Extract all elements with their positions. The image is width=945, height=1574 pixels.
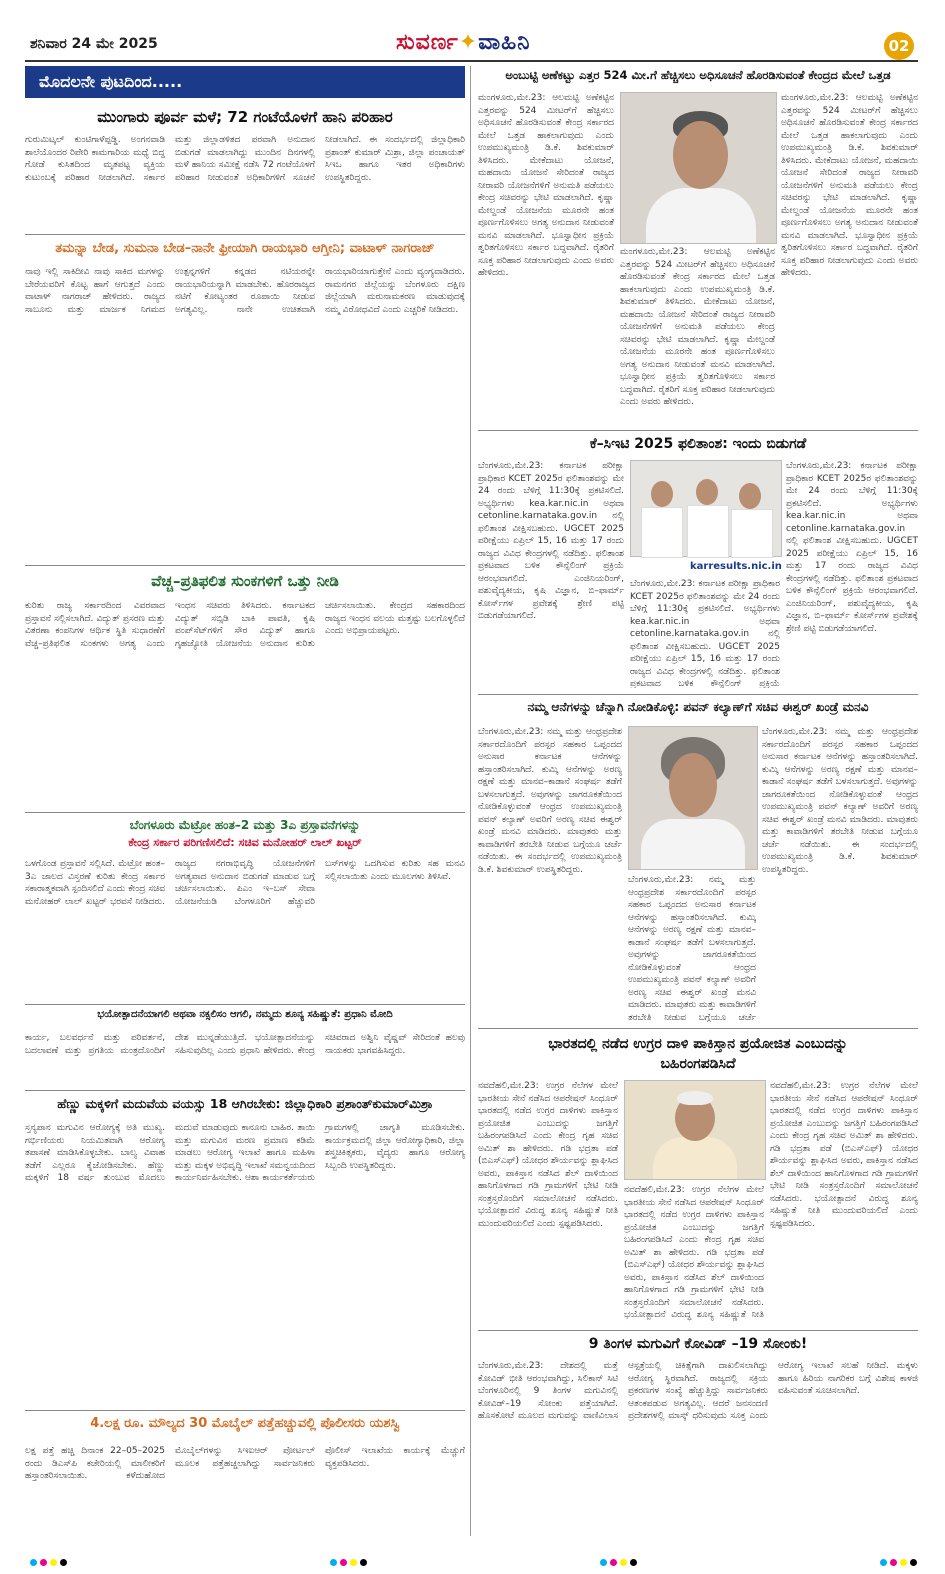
article-body: ಸ್ತನ್ಯಪಾನ ಮಗುವಿನ ಆರೋಗ್ಯಕ್ಕೆ ಅತಿ ಮುಖ್ಯ. ಗರ್ಭಿಣಿಯರು ನಿಯಮಿತವಾಗಿ ಆರೋಗ್ಯ ತಪಾಸಣೆ ಮಾಡಿಸಿಕೊಳ್ಳಬೇಕು. ಬಾಲ್ಯ ವಿವಾಹ ತಡೆಗೆ ಎಲ್ಲರೂ ಕೈಜೋಡಿಸಬೇಕು. ಹೆಣ್ಣು ಮಕ್ಕಳಿಗೆ 18 ವರ್ಷ ತುಂಬುವ ಮೊದಲು ಮದುವೆ ಮಾಡುವುದು ಕಾನೂನು ಬಾಹಿರ. ತಾಯಿ ಮತ್ತು ಮಗುವಿನ ಮರಣ ಪ್ರಮಾಣ ಕಡಿಮೆ ಮಾಡಲು ಆರೋಗ್ಯ ಇಲಾಖೆ ಹಾಗೂ ಮಹಿಳಾ ಮತ್ತು ಮಕ್ಕಳ ಅಭಿವೃದ್ಧಿ ಇಲಾಖೆ ಸಮನ್ವಯದಿಂದ ಕಾರ್ಯನಿರ್ವಹಿಸಬೇಕು. ಆಶಾ ಕಾರ್ಯಕರ್ತೆಯರು ಗ್ರಾಮಗಳಲ್ಲಿ ಜಾಗೃತಿ ಮೂಡಿಸಬೇಕು. ಕಾರ್ಯಕ್ರಮದಲ್ಲಿ ಜಿಲ್ಲಾ ಆರೋಗ್ಯಾಧಿಕಾರಿ, ಜಿಲ್ಲಾ ಶಸ್ತ್ರಚಿಕಿತ್ಸಕರು, ವೈದ್ಯರು ಹಾಗೂ ಆರೋಗ್ಯ ಸಿಬ್ಬಂದಿ ಉಪಸ್ಥಿತರಿದ್ದರು. (25, 1123, 465, 1183)
article-body: ಬೆಂಗಳೂರು,ಮೇ.23: ದೇಶದಲ್ಲಿ ಮತ್ತೆ ಕೋವಿಡ್ ಭೀತಿ ಆರಂಭವಾಗಿದ್ದು, ಸಿಲಿಕಾನ್ ಸಿಟಿ ಬೆಂಗಳೂರಿನಲ್ಲಿ 9 ತಿಂಗಳ ಮಗುವಿನಲ್ಲಿ ಕೋವಿಡ್–19 ಸೋಂಕು ಪತ್ತೆಯಾಗಿದೆ. ಹೊಸಕೋಟೆ ಮೂಲದ ಮಗುವನ್ನು ವಾಣಿವಿಲಾಸ ಆಸ್ಪತ್ರೆಯಲ್ಲಿ ಚಿಕಿತ್ಸೆಗಾಗಿ ದಾಖಲಿಸಲಾಗಿದ್ದು ಆರೋಗ್ಯ ಸ್ಥಿರವಾಗಿದೆ. ರಾಜ್ಯದಲ್ಲಿ ಸಕ್ರಿಯ ಪ್ರಕರಣಗಳ ಸಂಖ್ಯೆ ಹೆಚ್ಚುತ್ತಿದ್ದು ಸಾರ್ವಜನಿಕರು ಆತಂಕಪಡುವ ಅಗತ್ಯವಿಲ್ಲ. ಆದರೆ ಜನಸಂದಣಿ ಪ್ರದೇಶಗಳಲ್ಲಿ ಮಾಸ್ಕ್ ಧರಿಸುವುದು ಸೂಕ್ತ ಎಂದು ಆರೋಗ್ಯ ಇಲಾಖೆ ಸಲಹೆ ನೀಡಿದೆ. ಮಕ್ಕಳು ಹಾಗೂ ಹಿರಿಯ ನಾಗರಿಕರ ಬಗ್ಗೆ ವಿಶೇಷ ಕಾಳಜಿ ವಹಿಸುವಂತೆ ಸೂಚಿಸಲಾಗಿದೆ. (478, 1361, 918, 1421)
article-elephants (478, 700, 918, 715)
magenta-dot-icon (610, 1559, 617, 1566)
divider (25, 234, 465, 235)
article-body-right: ಬೆಂಗಳೂರು,ಮೇ.23: ಕರ್ನಾಟಕ ಪರೀಕ್ಷಾ ಪ್ರಾಧಿಕಾರ KCET 2025ರ ಫಲಿತಾಂಶವನ್ನು ಮೇ 24 ರಂದು ಬೆಳಿಗ್ಗೆ 11:30ಕ್ಕೆ ಪ್ರಕಟಿಸಲಿದೆ. ಅಭ್ಯರ್ಥಿಗಳು kea.kar.nic.in ಅಥವಾ cetonline.karnataka.gov.in ನಲ್ಲಿ ಫಲಿತಾಂಶ ವೀಕ್ಷಿಸಬಹುದು. UGCET 2025 ಪರೀಕ್ಷೆಯು ಏಪ್ರಿಲ್ 15, 16 ಮತ್ತು 17 ರಂದು ರಾಜ್ಯದ ವಿವಿಧ ಕೇಂದ್ರಗಳಲ್ಲಿ ನಡೆದಿತ್ತು. ಫಲಿತಾಂಶ ಪ್ರಕಟವಾದ ಬಳಿಕ ಕೌನ್ಸೆಲಿಂಗ್ ಪ್ರಕ್ರಿಯೆ ಆರಂಭವಾಗಲಿದೆ. ಎಂಜಿನಿಯರಿಂಗ್, ಪಶುವೈದ್ಯಕೀಯ, ಕೃಷಿ ವಿಜ್ಞಾನ, ಬಿ–ಫಾರ್ಮ್ ಕೋರ್ಸ್‌ಗಳ ಪ್ರವೇಶಕ್ಕೆ ಶ್ರೇಣಿ ಪಟ್ಟಿ ಬಿಡುಗಡೆಯಾಗಲಿದೆ. (786, 461, 918, 634)
subheadline: ಕೇಂದ್ರ ಸರ್ಕಾರ ಪರಿಗಣಿಸಲಿದೆ: ಸಚಿವ ಮನೋಹರ್ ಲಾಲ್ ಖಟ್ಟರ್ (128, 836, 362, 849)
article-covid-infant (478, 1336, 918, 1536)
divider (25, 565, 465, 566)
divider (478, 694, 918, 695)
article-body-bottom: ಬೆಂಗಳೂರು,ಮೇ.23: ಕರ್ನಾಟಕ ಪರೀಕ್ಷಾ ಪ್ರಾಧಿಕಾರ KCET 2025ರ ಫಲಿತಾಂಶವನ್ನು ಮೇ 24 ರಂದು ಬೆಳಿಗ್ಗೆ 11:30ಕ್ಕೆ ಪ್ರಕಟಿಸಲಿದೆ. ಅಭ್ಯರ್ಥಿಗಳು kea.kar.nic.in ಅಥವಾ cetonline.karnataka.gov.in ನಲ್ಲಿ ಫಲಿತಾಂಶ ವೀಕ್ಷಿಸಬಹುದು. UGCET 2025 ಪರೀಕ್ಷೆಯು ಏಪ್ರಿಲ್ 15, 16 ಮತ್ತು 17 ರಂದು ರಾಜ್ಯದ ವಿವಿಧ ಕೇಂದ್ರಗಳಲ್ಲಿ ನಡೆದಿತ್ತು. ಫಲಿತಾಂಶ ಪ್ರಕಟವಾದ ಬಳಿಕ ಕೌನ್ಸೆಲಿಂಗ್ ಪ್ರಕ್ರಿಯೆ (630, 579, 780, 688)
print-registration-marks (0, 1552, 945, 1574)
headline: ಅಂಬುಟ್ಟಿ ಅಣೆಕಟ್ಟು ಎತ್ತರ 524 ಮೀ.ಗೆ ಹೆಚ್ಚಿಸಲು ಅಧಿಸೂಚನೆ ಹೊರಡಿಸುವಂತೆ ಕೇಂದ್ರದ ಮೇಲೆ ಒತ್ತಡ (505, 68, 891, 82)
article-monsoon-relief (25, 108, 465, 244)
headline: 9 ತಿಂಗಳ ಮಗುವಿಗೆ ಕೋವಿಡ್ –19 ಸೋಂಕು! (588, 1336, 808, 1352)
article-body: ಕುರಿತು ರಾಜ್ಯ ಸರ್ಕಾರದಿಂದ ವಿವರವಾದ ಪ್ರಸ್ತಾವನೆ ಸಲ್ಲಿಸಲಾಗಿದೆ. ವಿದ್ಯುತ್ ಪ್ರಸರಣ ಮತ್ತು ವಿತರಣಾ ಕಂಪನಿಗಳ ಆರ್ಥಿಕ ಸ್ಥಿತಿ ಸುಧಾರಣೆಗೆ ವೆಚ್ಚ–ಪ್ರತಿಫಲಿತ ಸುಂಕಗಳು ಅಗತ್ಯ ಎಂದು ಇಂಧನ ಸಚಿವರು ತಿಳಿಸಿದರು. ಕರ್ನಾಟಕದ ವಿದ್ಯುತ್ ಸಬ್ಸಿಡಿ ಬಾಕಿ ಪಾವತಿ, ಕೃಷಿ ಪಂಪ್‌ಸೆಟ್‌ಗಳಿಗೆ ಸೌರ ವಿದ್ಯುತ್ ಹಾಗೂ ಗೃಹಜ್ಯೋತಿ ಯೋಜನೆಯ ಅನುದಾನ ಕುರಿತು ಚರ್ಚಿಸಲಾಯಿತು. ಕೇಂದ್ರದ ಸಹಕಾರದಿಂದ ರಾಜ್ಯದ ಇಂಧನ ವಲಯ ಮತ್ತಷ್ಟು ಬಲಗೊಳ್ಳಲಿದೆ ಎಂದು ಅಭಿಪ್ರಾಯಪಟ್ಟರು. (25, 601, 465, 649)
article-body: ನಾವು ಇಲ್ಲಿ ಸಾಕಿದೀವಿ ನಾವು ಸಾಕಿದ ಮಗಳನ್ನು ಬೇರೆಯವರಿಗೆ ಕೊಟ್ಟ ಹಾಗೆ ಆಗುತ್ತದೆ ಎಂದು ವಾಟಾಳ್ ನಾಗರಾಜ್ ಹೇಳಿದರು. ರಾಜ್ಯದ ಸಾಬೂನು ಮತ್ತು ಮಾರ್ಜಕ ನಿಗಮದ ಉತ್ಪನ್ನಗಳಿಗೆ ಕನ್ನಡದ ನಟಿಯರನ್ನೇ ರಾಯಭಾರಿಯನ್ನಾಗಿ ಮಾಡಬೇಕು. ಹೊರರಾಜ್ಯದ ನಟಿಗೆ ಕೋಟ್ಯಂತರ ರೂಪಾಯಿ ನೀಡುವ ಅಗತ್ಯವಿಲ್ಲ. ನಾನೇ ಉಚಿತವಾಗಿ ರಾಯಭಾರಿಯಾಗುತ್ತೇನೆ ಎಂದು ವ್ಯಂಗ್ಯವಾಡಿದರು. ರಾಮನಗರ ಜಿಲ್ಲೆಯನ್ನು ಬೆಂಗಳೂರು ದಕ್ಷಿಣ ಜಿಲ್ಲೆಯಾಗಿ ಮರುನಾಮಕರಣ ಮಾಡುವುದಕ್ಕೆ ನಮ್ಮ ವಿರೋಧವಿದೆ ಎಂದು ಎಚ್ಚರಿಕೆ ನೀಡಿದರು. (25, 267, 465, 315)
article-body: ಗುರುಮಿಟ್ಕಲ್ ಕುಂಟಿಗಾಳೆಪ್ಪಡ್ಡಿ. ಅಂಗನವಾಡಿ ಶಾಲೆಯೊಂದರ ರಿಪೇರಿ ಕಾಮಗಾರಿಯ ಮಧ್ಯೆ ಬಿದ್ದ ಗೋಡೆ ಕುಸಿತದಿಂದ ಮೃತಪಟ್ಟ ವ್ಯಕ್ತಿಯ ಕುಟುಂಬಕ್ಕೆ ಪರಿಹಾರ ನೀಡಲಾಗಿದೆ. ಸರ್ಕಾರ ಮತ್ತು ಜಿಲ್ಲಾಡಳಿತದ ಪರವಾಗಿ ಅನುದಾನ ಬಿಡುಗಡೆ ಮಾಡಲಾಗಿದ್ದು ಮುಂದಿನ ದಿನಗಳಲ್ಲಿ ಮಳೆ ಹಾನಿಯ ಸಮೀಕ್ಷೆ ನಡೆಸಿ 72 ಗಂಟೆಯೊಳಗೆ ಪರಿಹಾರ ನೀಡುವಂತೆ ಅಧಿಕಾರಿಗಳಿಗೆ ಸೂಚನೆ ನೀಡಲಾಗಿದೆ. ಈ ಸಂದರ್ಭದಲ್ಲಿ ಜಿಲ್ಲಾಧಿಕಾರಿ ಪ್ರಶಾಂತ್ ಕುಮಾರ್ ಮಿಶ್ರಾ, ಜಿಲ್ಲಾ ಪಂಚಾಯತ್ ಸಿಇಒ ಹಾಗೂ ಇತರ ಅಧಿಕಾರಿಗಳು ಉಪಸ್ಥಿತರಿದ್ದರು. (25, 135, 465, 183)
headline: ಭಯೋತ್ಪಾದನೆಯಾಗಲಿ ಅಥವಾ ನಕ್ಸಲಿಸಂ ಆಗಲಿ, ನಮ್ಮದು ಶೂನ್ಯ ಸಹಿಷ್ಣುತೆ: ಪ್ರಧಾನಿ ಮೋದಿ (97, 1009, 393, 1020)
headline: 4.ಲಕ್ಷ ರೂ. ಮೌಲ್ಯದ 30 ಮೊಬೈಲ್ ಪತ್ತೆಹಚ್ಚುವಲ್ಲಿ ಪೊಲೀಸರು ಯಶಸ್ವಿ (90, 1416, 400, 1431)
magenta-dot-icon (890, 1559, 897, 1566)
headline: ಕೆ–ಸಿಇಟಿ 2025 ಫಲಿತಾಂಶ: ಇಂದು ಬಿಡುಗಡೆ (589, 436, 807, 452)
issue-date: ಶನಿವಾರ 24 ಮೇ 2025 (30, 36, 158, 52)
black-dot-icon (630, 1559, 637, 1566)
headline: ವೆಚ್ಚ–ಪ್ರತಿಫಲಿತ ಸುಂಕಗಳಿಗೆ ಒತ್ತು ನೀಡಿ (151, 572, 339, 590)
magenta-dot-icon (40, 1559, 47, 1566)
divider (478, 1028, 918, 1029)
divider (478, 1330, 918, 1331)
logo-separator-icon: ✦ (458, 30, 479, 55)
article-body-left: ಬೆಂಗಳೂರು,ಮೇ.23: ಕರ್ನಾಟಕ ಪರೀಕ್ಷಾ ಪ್ರಾಧಿಕಾರ KCET 2025ರ ಫಲಿತಾಂಶವನ್ನು ಮೇ 24 ರಂದು ಬೆಳಿಗ್ಗೆ 11:30ಕ್ಕೆ ಪ್ರಕಟಿಸಲಿದೆ. ಅಭ್ಯರ್ಥಿಗಳು kea.kar.nic.in ಅಥವಾ cetonline.karnataka.gov.in ನಲ್ಲಿ ಫಲಿತಾಂಶ ವೀಕ್ಷಿಸಬಹುದು. UGCET 2025 ಪರೀಕ್ಷೆಯು ಏಪ್ರಿಲ್ 15, 16 ಮತ್ತು 17 ರಂದು ರಾಜ್ಯದ ವಿವಿಧ ಕೇಂದ್ರಗಳಲ್ಲಿ ನಡೆದಿತ್ತು. ಫಲಿತಾಂಶ ಪ್ರಕಟವಾದ ಬಳಿಕ ಕೌನ್ಸೆಲಿಂಗ್ ಪ್ರಕ್ರಿಯೆ ಆರಂಭವಾಗಲಿದೆ. ಎಂಜಿನಿಯರಿಂಗ್, ಪಶುವೈದ್ಯಕೀಯ, ಕೃಷಿ ವಿಜ್ಞಾನ, ಬಿ–ಫಾರ್ಮ್ ಕೋರ್ಸ್‌ಗಳ ಪ್ರವೇಶಕ್ಕೆ ಶ್ರೇಣಿ ಪಟ್ಟಿ ಬಿಡುಗಡೆಯಾಗಲಿದೆ. (478, 461, 624, 621)
cyan-dot-icon (30, 1559, 37, 1566)
headline: ನಮ್ಮ ಆನೆಗಳನ್ನು ಚೆನ್ನಾಗಿ ನೋಡಿಕೊಳ್ಳಿ: ಪವನ್ ಕಲ್ಯಾಣ್‌ಗೆ ಸಚಿವ ಈಶ್ವರ್ ಖಂಡ್ರೆ ಮನವಿ (527, 700, 869, 714)
yellow-dot-icon (620, 1559, 627, 1566)
headline: ಬೆಂಗಳೂರು ಮೆಟ್ರೋ ಹಂತ–2 ಮತ್ತು 3ಎ ಪ್ರಸ್ತಾವನೆಗಳನ್ನು (129, 818, 361, 832)
article-body-right: ನವದೆಹಲಿ,ಮೇ.23: ಉಗ್ರರ ನೆಲೆಗಳ ಮೇಲೆ ಭಾರತೀಯ ಸೇನೆ ನಡೆಸಿದ ಆಪರೇಷನ್ ಸಿಂಧೂರ್ ಭಾರತದಲ್ಲಿ ನಡೆದ ಉಗ್ರರ ದಾಳಿಗಳು ಪಾಕಿಸ್ತಾನ ಪ್ರಯೋಜಿತ ಎಂಬುದನ್ನು ಜಗತ್ತಿಗೆ ಬಹಿರಂಗಪಡಿಸಿದೆ ಎಂದು ಕೇಂದ್ರ ಗೃಹ ಸಚಿವ ಅಮಿತ್ ಶಾ ಹೇಳಿದರು. ಗಡಿ ಭದ್ರತಾ ಪಡೆ (ಬಿಎಸ್‌ಎಫ್) ಯೋಧರ ಶೌರ್ಯವನ್ನು ಶ್ಲಾಘಿಸಿದ ಅವರು, ಪಾಕಿಸ್ತಾನ ನಡೆಸಿದ ಶೆಲ್ ದಾಳಿಯಿಂದ ಹಾನಿಗೊಳಗಾದ ಗಡಿ ಗ್ರಾಮಗಳಿಗೆ ಭೇಟಿ ನೀಡಿ ಸಂತ್ರಸ್ತರೊಂದಿಗೆ ಸಮಾಲೋಚನೆ ನಡೆಸಿದರು. ಭಯೋತ್ಪಾದನೆ ವಿರುದ್ಧ ಶೂನ್ಯ ಸಹಿಷ್ಣುತೆ ನೀತಿ ಮುಂದುವರಿಯಲಿದೆ ಎಂದು ಸ್ಪಷ್ಟಪಡಿಸಿದರು. (770, 1081, 918, 1229)
article-kcet-result (478, 436, 918, 452)
article-pm-modi (25, 1009, 465, 1080)
magenta-dot-icon (340, 1559, 347, 1566)
divider (25, 1090, 465, 1091)
logo-left: ಸುವರ್ಣ (396, 30, 459, 55)
masthead (0, 0, 945, 62)
article-body-right: ಮಂಗಳೂರು,ಮೇ.23: ಆಲಮಟ್ಟಿ ಅಣೆಕಟ್ಟಿನ ಎತ್ತರವನ್ನು 524 ಮೀಟರ್‌ಗೆ ಹೆಚ್ಚಿಸಲು ಅಧಿಸೂಚನೆ ಹೊರಡಿಸುವಂತೆ ಕೇಂದ್ರ ಸರ್ಕಾರದ ಮೇಲೆ ಒತ್ತಡ ಹಾಕಲಾಗುವುದು ಎಂದು ಉಪಮುಖ್ಯಮಂತ್ರಿ ಡಿ.ಕೆ. ಶಿವಕುಮಾರ್ ತಿಳಿಸಿದರು. ಮೇಕೆದಾಟು ಯೋಜನೆ, ಮಹದಾಯಿ ಯೋಜನೆ ಸೇರಿದಂತೆ ರಾಜ್ಯದ ನೀರಾವರಿ ಯೋಜನೆಗಳಿಗೆ ಅನುಮತಿ ಪಡೆಯಲು ಕೇಂದ್ರ ಸಚಿವರನ್ನು ಭೇಟಿ ಮಾಡಲಾಗಿದೆ. ಕೃಷ್ಣಾ ಮೇಲ್ದಂಡೆ ಯೋಜನೆಯ ಮೂರನೇ ಹಂತ ಪೂರ್ಣಗೊಳಿಸಲು ಅಗತ್ಯ ಅನುದಾನ ನೀಡುವಂತೆ ಮನವಿ ಮಾಡಲಾಗಿದೆ. ಭೂಸ್ವಾಧೀನ ಪ್ರಕ್ರಿಯೆ ತ್ವರಿತಗೊಳಿಸಲು ಸರ್ಕಾರ ಬದ್ಧವಾಗಿದೆ. ರೈತರಿಗೆ ಸೂಕ್ತ ಪರಿಹಾರ ನೀಡಲಾಗುವುದು ಎಂದು ಅವರು ಹೇಳಿದರು. (781, 93, 918, 278)
headline: ಭಾರತದಲ್ಲಿ ನಡೆದ ಉಗ್ರರ ದಾಳಿ ಪಾಕಿಸ್ತಾನ ಪ್ರಯೋಜಿತ ಎಂಬುದನ್ನು ಬಹಿರಂಗಪಡಿಸಿದೆ (548, 1036, 848, 1072)
divider (25, 1410, 465, 1411)
article-pakistan-terror (478, 1034, 918, 1074)
article-marriage-age (25, 1096, 465, 1412)
article-body-left: ಮಂಗಳೂರು,ಮೇ.23: ಆಲಮಟ್ಟಿ ಅಣೆಕಟ್ಟಿನ ಎತ್ತರವನ್ನು 524 ಮೀಟರ್‌ಗೆ ಹೆಚ್ಚಿಸಲು ಅಧಿಸೂಚನೆ ಹೊರಡಿಸುವಂತೆ ಕೇಂದ್ರ ಸರ್ಕಾರದ ಮೇಲೆ ಒತ್ತಡ ಹಾಕಲಾಗುವುದು ಎಂದು ಉಪಮುಖ್ಯಮಂತ್ರಿ ಡಿ.ಕೆ. ಶಿವಕುಮಾರ್ ತಿಳಿಸಿದರು. ಮೇಕೆದಾಟು ಯೋಜನೆ, ಮಹದಾಯಿ ಯೋಜನೆ ಸೇರಿದಂತೆ ರಾಜ್ಯದ ನೀರಾವರಿ ಯೋಜನೆಗಳಿಗೆ ಅನುಮತಿ ಪಡೆಯಲು ಕೇಂದ್ರ ಸಚಿವರನ್ನು ಭೇಟಿ ಮಾಡಲಾಗಿದೆ. ಕೃಷ್ಣಾ ಮೇಲ್ದಂಡೆ ಯೋಜನೆಯ ಮೂರನೇ ಹಂತ ಪೂರ್ಣಗೊಳಿಸಲು ಅಗತ್ಯ ಅನುದಾನ ನೀಡುವಂತೆ ಮನವಿ ಮಾಡಲಾಗಿದೆ. ಭೂಸ್ವಾಧೀನ ಪ್ರಕ್ರಿಯೆ ತ್ವರಿತಗೊಳಿಸಲು ಸರ್ಕಾರ ಬದ್ಧವಾಗಿದೆ. ರೈತರಿಗೆ ಸೂಕ್ತ ಪರಿಹಾರ ನೀಡಲಾಗುವುದು ಎಂದು ಅವರು ಹೇಳಿದರು. (478, 93, 614, 278)
black-dot-icon (360, 1559, 367, 1566)
yellow-dot-icon (900, 1559, 907, 1566)
cyan-dot-icon (880, 1559, 887, 1566)
article-almatti-dam (478, 68, 918, 83)
section-banner (25, 66, 465, 98)
section-label: ಮೊದಲನೇ ಪುಟದಿಂದ..... (39, 72, 183, 91)
article-metro (25, 818, 465, 990)
page-number: 02 (884, 32, 914, 60)
article-body-bottom: ಮಂಗಳೂರು,ಮೇ.23: ಆಲಮಟ್ಟಿ ಅಣೆಕಟ್ಟಿನ ಎತ್ತರವನ್ನು 524 ಮೀಟರ್‌ಗೆ ಹೆಚ್ಚಿಸಲು ಅಧಿಸೂಚನೆ ಹೊರಡಿಸುವಂತೆ ಕೇಂದ್ರ ಸರ್ಕಾರದ ಮೇಲೆ ಒತ್ತಡ ಹಾಕಲಾಗುವುದು ಎಂದು ಉಪಮುಖ್ಯಮಂತ್ರಿ ಡಿ.ಕೆ. ಶಿವಕುಮಾರ್ ತಿಳಿಸಿದರು. ಮೇಕೆದಾಟು ಯೋಜನೆ, ಮಹದಾಯಿ ಯೋಜನೆ ಸೇರಿದಂತೆ ರಾಜ್ಯದ ನೀರಾವರಿ ಯೋಜನೆಗಳಿಗೆ ಅನುಮತಿ ಪಡೆಯಲು ಕೇಂದ್ರ ಸಚಿವರನ್ನು ಭೇಟಿ ಮಾಡಲಾಗಿದೆ. ಕೃಷ್ಣಾ ಮೇಲ್ದಂಡೆ ಯೋಜನೆಯ ಮೂರನೇ ಹಂತ ಪೂರ್ಣಗೊಳಿಸಲು ಅಗತ್ಯ ಅನುದಾನ ನೀಡುವಂತೆ ಮನವಿ ಮಾಡಲಾಗಿದೆ. ಭೂಸ್ವಾಧೀನ ಪ್ರಕ್ರಿಯೆ ತ್ವರಿತಗೊಳಿಸಲು ಸರ್ಕಾರ ಬದ್ಧವಾಗಿದೆ. ರೈತರಿಗೆ ಸೂಕ್ತ ಪರಿಹಾರ ನೀಡಲಾಗುವುದು ಎಂದು ಅವರು ಹೇಳಿದರು. (620, 247, 775, 407)
article-body: ಒಳಗೊಂಡ ಪ್ರಸ್ತಾವನೆ ಸಲ್ಲಿಸಿದೆ. ಮೆಟ್ರೋ ಹಂತ–3ಎ ಜಾಲದ ವಿಸ್ತರಣೆ ಕುರಿತು ಕೇಂದ್ರ ಸರ್ಕಾರ ಸಕಾರಾತ್ಮಕವಾಗಿ ಸ್ಪಂದಿಸಲಿದೆ ಎಂದು ಕೇಂದ್ರ ಸಚಿವ ಮನೋಹರ್ ಲಾಲ್ ಖಟ್ಟರ್ ಭರವಸೆ ನೀಡಿದರು. ರಾಜ್ಯದ ನಗರಾಭಿವೃದ್ಧಿ ಯೋಜನೆಗಳಿಗೆ ಅಗತ್ಯವಾದ ಅನುದಾನ ಬಿಡುಗಡೆ ಮಾಡುವ ಬಗ್ಗೆ ಚರ್ಚಿಸಲಾಯಿತು. ಪಿಎಂ ಇ–ಬಸ್ ಸೇವಾ ಯೋಜನೆಯಡಿ ಬೆಂಗಳೂರಿಗೆ ಹೆಚ್ಚುವರಿ ಬಸ್‌ಗಳನ್ನು ಒದಗಿಸುವ ಕುರಿತು ಸಹ ಮನವಿ ಸಲ್ಲಿಸಲಾಯಿತು ಎಂದು ಮೂಲಗಳು ತಿಳಿಸಿವೆ. (25, 859, 465, 907)
headline: ತಮನ್ನಾ ಬೇಡ, ಸುಮನಾ ಬೇಡ–ನಾನೇ ಫ್ರೀಯಾಗಿ ರಾಯಭಾರಿ ಆಗ್ತೀನಿ; ವಾಟಾಳ್ ನಾಗರಾಜ್ (55, 241, 435, 256)
article-body-bottom: ನವದೆಹಲಿ,ಮೇ.23: ಉಗ್ರರ ನೆಲೆಗಳ ಮೇಲೆ ಭಾರತೀಯ ಸೇನೆ ನಡೆಸಿದ ಆಪರೇಷನ್ ಸಿಂಧೂರ್ ಭಾರತದಲ್ಲಿ ನಡೆದ ಉಗ್ರರ ದಾಳಿಗಳು ಪಾಕಿಸ್ತಾನ ಪ್ರಯೋಜಿತ ಎಂಬುದನ್ನು ಜಗತ್ತಿಗೆ ಬಹಿರಂಗಪಡಿಸಿದೆ ಎಂದು ಕೇಂದ್ರ ಗೃಹ ಸಚಿವ ಅಮಿತ್ ಶಾ ಹೇಳಿದರು. ಗಡಿ ಭದ್ರತಾ ಪಡೆ (ಬಿಎಸ್‌ಎಫ್) ಯೋಧರ ಶೌರ್ಯವನ್ನು ಶ್ಲಾಘಿಸಿದ ಅವರು, ಪಾಕಿಸ್ತಾನ ನಡೆಸಿದ ಶೆಲ್ ದಾಳಿಯಿಂದ ಹಾನಿಗೊಳಗಾದ ಗಡಿ ಗ್ರಾಮಗಳಿಗೆ ಭೇಟಿ ನೀಡಿ ಸಂತ್ರಸ್ತರೊಂದಿಗೆ ಸಮಾಲೋಚನೆ ನಡೆಸಿದರು. ಭಯೋತ್ಪಾದನೆ ವಿರುದ್ಧ ಶೂನ್ಯ ಸಹಿಷ್ಣುತೆ ನೀತಿ (624, 1185, 764, 1320)
divider (478, 430, 918, 431)
article-tariffs (25, 572, 465, 800)
article-body: ಲಕ್ಷ ಪತ್ತೆ ಹಚ್ಚಿ ದಿನಾಂಕ 22–05–2025 ರಂದು ಡಿಎಸ್‌ಪಿ ಕಚೇರಿಯಲ್ಲಿ ಮಾಲೀಕರಿಗೆ ಹಸ್ತಾಂತರಿಸಲಾಯಿತು. ಕಳೆದುಹೋದ ಮೊಬೈಲ್‌ಗಳನ್ನು ಸಿಇಐಆರ್ ಪೋರ್ಟಲ್ ಮೂಲಕ ಪತ್ತೆಹಚ್ಚಲಾಗಿದ್ದು ಸಾರ್ವಜನಿಕರು ಪೊಲೀಸ್ ಇಲಾಖೆಯ ಕಾರ್ಯಕ್ಕೆ ಮೆಚ್ಚುಗೆ ವ್ಯಕ್ತಪಡಿಸಿದರು. (25, 1446, 465, 1481)
cyan-dot-icon (330, 1559, 337, 1566)
article-vatal-nagaraj (25, 240, 465, 521)
column-divider (470, 66, 471, 1536)
masthead-rule (25, 60, 918, 62)
headline: ಮುಂಗಾರು ಪೂರ್ವ ಮಳೆ; 72 ಗಂಟೆಯೊಳಗೆ ಹಾನಿ ಪರಿಹಾರ (97, 108, 393, 126)
headline: ಹೆಣ್ಣು ಮಕ್ಕಳಿಗೆ ಮದುವೆಯ ವಯಸ್ಸು 18 ಆಗಿರಬೇಕು: ಜಿಲ್ಲಾಧಿಕಾರಿ ಪ್ರಶಾಂತ್‌ಕುಮಾರ್‌ಮಿಶ್ರಾ (57, 1096, 433, 1111)
article-body-right: ಬೆಂಗಳೂರು,ಮೇ.23: ನಮ್ಮ ಮತ್ತು ಆಂಧ್ರಪ್ರದೇಶ ಸರ್ಕಾರದೊಂದಿಗೆ ಪರಸ್ಪರ ಸಹಕಾರ ಒಪ್ಪಂದದ ಅನುಸಾರ ಕರ್ನಾಟಕ ಆನೆಗಳನ್ನು ಹಸ್ತಾಂತರಿಸಲಾಗಿದೆ. ಕುಮ್ಕಿ ಆನೆಗಳನ್ನು ಅರಣ್ಯ ರಕ್ಷಣೆ ಮತ್ತು ಮಾನವ–ಕಾಡಾನೆ ಸಂಘರ್ಷ ತಡೆಗೆ ಬಳಸಲಾಗುತ್ತದೆ. ಅವುಗಳನ್ನು ಜಾಗರೂಕತೆಯಿಂದ ನೋಡಿಕೊಳ್ಳುವಂತೆ ಆಂಧ್ರದ ಉಪಮುಖ್ಯಮಂತ್ರಿ ಪವನ್ ಕಲ್ಯಾಣ್ ಅವರಿಗೆ ಅರಣ್ಯ ಸಚಿವ ಈಶ್ವರ್ ಖಂಡ್ರೆ ಮನವಿ ಮಾಡಿದರು. ಮಾವುತರು ಮತ್ತು ಕಾವಾಡಿಗಳಿಗೆ ತರಬೇತಿ ನೀಡುವ ಬಗ್ಗೆಯೂ ಚರ್ಚೆ ನಡೆಯಿತು. ಈ ಸಂದರ್ಭದಲ್ಲಿ ಉಪಮುಖ್ಯಮಂತ್ರಿ ಡಿ.ಕೆ. ಶಿವಕುಮಾರ್ ಉಪಸ್ಥಿತರಿದ್ದರು. (762, 727, 918, 875)
divider (25, 812, 465, 813)
cyan-dot-icon (600, 1559, 607, 1566)
photo-caption-url: karresults.nic.in (690, 561, 782, 572)
logo-right: ವಾಹಿನಿ (478, 30, 531, 55)
divider (25, 1004, 465, 1005)
photo-students-results (630, 460, 782, 557)
article-mobiles-recovered (25, 1416, 465, 1507)
yellow-dot-icon (50, 1559, 57, 1566)
photo-eshwar-khandre (628, 726, 758, 870)
article-body-left: ನವದೆಹಲಿ,ಮೇ.23: ಉಗ್ರರ ನೆಲೆಗಳ ಮೇಲೆ ಭಾರತೀಯ ಸೇನೆ ನಡೆಸಿದ ಆಪರೇಷನ್ ಸಿಂಧೂರ್ ಭಾರತದಲ್ಲಿ ನಡೆದ ಉಗ್ರರ ದಾಳಿಗಳು ಪಾಕಿಸ್ತಾನ ಪ್ರಯೋಜಿತ ಎಂಬುದನ್ನು ಜಗತ್ತಿಗೆ ಬಹಿರಂಗಪಡಿಸಿದೆ ಎಂದು ಕೇಂದ್ರ ಗೃಹ ಸಚಿವ ಅಮಿತ್ ಶಾ ಹೇಳಿದರು. ಗಡಿ ಭದ್ರತಾ ಪಡೆ (ಬಿಎಸ್‌ಎಫ್) ಯೋಧರ ಶೌರ್ಯವನ್ನು ಶ್ಲಾಘಿಸಿದ ಅವರು, ಪಾಕಿಸ್ತಾನ ನಡೆಸಿದ ಶೆಲ್ ದಾಳಿಯಿಂದ ಹಾನಿಗೊಳಗಾದ ಗಡಿ ಗ್ರಾಮಗಳಿಗೆ ಭೇಟಿ ನೀಡಿ ಸಂತ್ರಸ್ತರೊಂದಿಗೆ ಸಮಾಲೋಚನೆ ನಡೆಸಿದರು. ಭಯೋತ್ಪಾದನೆ ವಿರುದ್ಧ ಶೂನ್ಯ ಸಹಿಷ್ಣುತೆ ನೀತಿ ಮುಂದುವರಿಯಲಿದೆ ಎಂದು ಸ್ಪಷ್ಟಪಡಿಸಿದರು. (478, 1081, 618, 1229)
article-body-bottom: ಬೆಂಗಳೂರು,ಮೇ.23: ನಮ್ಮ ಮತ್ತು ಆಂಧ್ರಪ್ರದೇಶ ಸರ್ಕಾರದೊಂದಿಗೆ ಪರಸ್ಪರ ಸಹಕಾರ ಒಪ್ಪಂದದ ಅನುಸಾರ ಕರ್ನಾಟಕ ಆನೆಗಳನ್ನು ಹಸ್ತಾಂತರಿಸಲಾಗಿದೆ. ಕುಮ್ಕಿ ಆನೆಗಳನ್ನು ಅರಣ್ಯ ರಕ್ಷಣೆ ಮತ್ತು ಮಾನವ–ಕಾಡಾನೆ ಸಂಘರ್ಷ ತಡೆಗೆ ಬಳಸಲಾಗುತ್ತದೆ. ಅವುಗಳನ್ನು ಜಾಗರೂಕತೆಯಿಂದ ನೋಡಿಕೊಳ್ಳುವಂತೆ ಆಂಧ್ರದ ಉಪಮುಖ್ಯಮಂತ್ರಿ ಪವನ್ ಕಲ್ಯಾಣ್ ಅವರಿಗೆ ಅರಣ್ಯ ಸಚಿವ ಈಶ್ವರ್ ಖಂಡ್ರೆ ಮನವಿ ಮಾಡಿದರು. ಮಾವುತರು ಮತ್ತು ಕಾವಾಡಿಗಳಿಗೆ ತರಬೇತಿ ನೀಡುವ ಬಗ್ಗೆಯೂ ಚರ್ಚೆ (628, 875, 756, 1022)
newspaper-logo (396, 30, 530, 55)
yellow-dot-icon (350, 1559, 357, 1566)
black-dot-icon (910, 1559, 917, 1566)
black-dot-icon (60, 1559, 67, 1566)
photo-amit-shah (624, 1080, 766, 1180)
article-body: ಕಾರ್ಯ, ಬಲವರ್ಧನೆ ಮತ್ತು ಪರಿವರ್ತನೆ, ಬದಲಾವಣೆ ಮತ್ತು ಪ್ರಗತಿಯ ಮಂತ್ರದೊಂದಿಗೆ ದೇಶ ಮುನ್ನಡೆಯುತ್ತಿದೆ. ಭಯೋತ್ಪಾದನೆಯನ್ನು ಸಹಿಸುವುದಿಲ್ಲ ಎಂದು ಪ್ರಧಾನಿ ಹೇಳಿದರು. ಕೇಂದ್ರ ಸಚಿವರಾದ ಅಶ್ವಿನಿ ವೈಷ್ಣವ್ ಸೇರಿದಂತೆ ಹಲವು ನಾಯಕರು ಭಾಗವಹಿಸಿದ್ದರು. (25, 1033, 465, 1056)
article-body-left: ಬೆಂಗಳೂರು,ಮೇ.23: ನಮ್ಮ ಮತ್ತು ಆಂಧ್ರಪ್ರದೇಶ ಸರ್ಕಾರದೊಂದಿಗೆ ಪರಸ್ಪರ ಸಹಕಾರ ಒಪ್ಪಂದದ ಅನುಸಾರ ಕರ್ನಾಟಕ ಆನೆಗಳನ್ನು ಹಸ್ತಾಂತರಿಸಲಾಗಿದೆ. ಕುಮ್ಕಿ ಆನೆಗಳನ್ನು ಅರಣ್ಯ ರಕ್ಷಣೆ ಮತ್ತು ಮಾನವ–ಕಾಡಾನೆ ಸಂಘರ್ಷ ತಡೆಗೆ ಬಳಸಲಾಗುತ್ತದೆ. ಅವುಗಳನ್ನು ಜಾಗರೂಕತೆಯಿಂದ ನೋಡಿಕೊಳ್ಳುವಂತೆ ಆಂಧ್ರದ ಉಪಮುಖ್ಯಮಂತ್ರಿ ಪವನ್ ಕಲ್ಯಾಣ್ ಅವರಿಗೆ ಅರಣ್ಯ ಸಚಿವ ಈಶ್ವರ್ ಖಂಡ್ರೆ ಮನವಿ ಮಾಡಿದರು. ಮಾವುತರು ಮತ್ತು ಕಾವಾಡಿಗಳಿಗೆ ತರಬೇತಿ ನೀಡುವ ಬಗ್ಗೆಯೂ ಚರ್ಚೆ ನಡೆಯಿತು. ಈ ಸಂದರ್ಭದಲ್ಲಿ ಉಪಮುಖ್ಯಮಂತ್ರಿ ಡಿ.ಕೆ. ಶಿವಕುಮಾರ್ ಉಪಸ್ಥಿತರಿದ್ದರು. (478, 727, 622, 875)
photo-dk-shivakumar (620, 92, 777, 244)
